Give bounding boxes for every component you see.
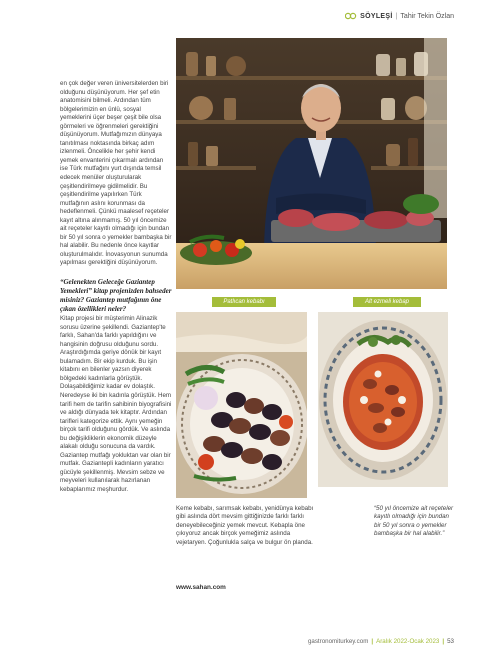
interview-question: “Gelenekten Geleceğe Gaziantep Yemekleri” kitap projenizden bahseder misiniz? Gaziantep mutfağının öne çıkan özellikleri neler? xyxy=(60,278,172,314)
chef-photo xyxy=(176,38,447,289)
caption-alt-ezmeli: Alt ezmeli kebap xyxy=(353,297,421,307)
page-footer xyxy=(308,638,454,645)
caption-patlican: Patlıcan kebabı xyxy=(212,297,276,307)
page-header xyxy=(345,12,454,20)
pull-quote: “50 yıl öncemize ait reçeteler kayıtlı olmadığı için bundan bir 50 yıl sonra o yemekler bambaşka bir hal alabilir.” xyxy=(374,505,454,538)
footer-issue: Aralık 2022-Ocak 2023 xyxy=(376,638,440,645)
leaf-logo-icon xyxy=(345,12,357,20)
footer-separator: | xyxy=(442,638,445,645)
section-label: SÖYLEŞİ xyxy=(360,12,393,20)
alt-ezmeli-kebap-photo xyxy=(318,312,448,487)
header-separator: | xyxy=(395,12,398,20)
body-paragraph: en çok değer veren üniversitelerden biri olduğunu düşünüyorum. Her şef etin anatomisini bilmeli. Ardından tüm bölgelerimizin en ünlü, sosyal yemeklerini üçer beşer çeşit bile olsa görmeleri ve öğrenmeleri gerektiğini düşünüyorum. Mutfağımızın dünyaya tanıtılması noktasında birkaç adım izlenmeli. Öncelikle her şehir kendi yemek envanterini çıkarmalı ardından ise Türk mutfağını yurt dışında temsil edecek menüler oluşturularak çeşitlendirilmeye gidilmelidir. Bu çeşitlendirilme yapılırken Türk mutfağının aslını korunması da hedeflenmeli. Çünkü maalesef reçeteler kayıt altına alınmamış. 50 yıl öncemize ait reçeteler kayıtlı olmadığı için bundan bir 50 yıl sonra o yemekler bambaşka bir hal alabilir. Bu nedenle önce kayıtlar oluşturulmalıdır. İnovasyonun sunumda yapılması gerektiğini düşünüyorum. xyxy=(60,80,172,267)
website-link[interactable]: www.sahan.com xyxy=(176,584,226,591)
bottom-text-column: Keme kebabı, sarımsak kebabı, yenidünya kebabı gibi aslında dört mevsim gittiğinizde farklı farklı deneyebileceğiniz yemek mevcut. Kebapla öne çıkıyoruz ancak birçok yemeğimiz aslında vejetaryen. Çoğunlukla salça ve bulgur ön planda. xyxy=(176,505,314,546)
body-paragraph: Kitap projesi bir müşterimin Alinazik sorusu üzerine şekillendi. Gaziantep'te farklı, Sahan'da farklı yapıldığını ve hangisinin doğrusu olduğunu sordu. Araştırdığımda geriye dönük bir kayıt bulamadım. Bir ekip kurduk. Bu işin kitabını en bilenler yazsın diyerek bölgedeki kadınlarla görüştük. Dolaşabildiğimiz kadar ev dolaştık. Neredeyse iki bin kadınla görüştük. Hem tarifi hem de tarifin sahibinin biyografisini ve aldığı dünyada tek kitaptır. Ardından tarifleri kategorize ettik. Aynı yemeğin birçok tarifi olduğunu gördük. Ve aslında bu değişikliklerin ekonomik düzeyle alakalı olduğu sonucuna da vardık. Gaziantep mutfağı yokluktan var olan bir mutfak. Gaziantepli kadınların yaratıcı gücüyle şekillenmiş. Mevsim sebze ve meyveleri kullanılarak hazırlanan kebaplarımız meşhurdur. xyxy=(60,315,172,493)
footer-site[interactable]: gastronomiturkey.com xyxy=(307,638,369,645)
footer-separator: | xyxy=(371,638,374,645)
author-name: Tahir Tekin Özlan xyxy=(400,12,454,20)
left-text-column xyxy=(60,80,172,495)
patlican-kebabi-photo xyxy=(176,312,307,498)
page-number: 53 xyxy=(447,638,454,645)
